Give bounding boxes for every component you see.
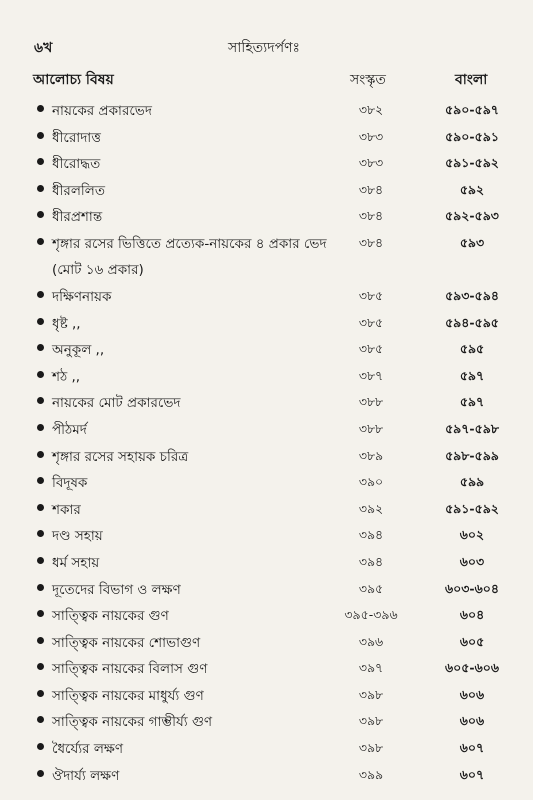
item-label: ঔদার্য্য লক্ষণ bbox=[52, 767, 120, 784]
list-item bbox=[0, 388, 533, 415]
item-label: সাত্ত্বিক নায়কের মাধুর্য্য গুণ bbox=[52, 687, 204, 704]
sanskrit-page-ref: ৩৯৮ bbox=[358, 713, 384, 729]
sanskrit-page-ref: ৩৮৪ bbox=[358, 181, 384, 197]
item-label: ধৃষ্ট ,, bbox=[52, 315, 81, 332]
bangla-page-ref: ৫৯১-৫৯২ bbox=[445, 155, 499, 171]
bullet-icon bbox=[37, 238, 44, 245]
bullet-icon bbox=[37, 211, 44, 218]
column-header-subject: আলোচ্য বিষয় bbox=[33, 72, 114, 88]
bangla-page-ref: ৬০৩-৬০৪ bbox=[445, 580, 499, 596]
list-item bbox=[0, 575, 533, 602]
bangla-page-ref: ৫৯০-৫৯১ bbox=[445, 128, 499, 144]
item-label: ধীরললিত bbox=[52, 182, 105, 199]
sanskrit-page-ref: ৩৮৪ bbox=[358, 234, 384, 250]
item-label: বিদূষক bbox=[52, 475, 88, 492]
bullet-icon bbox=[37, 637, 44, 644]
sanskrit-page-ref: ৩৮৫ bbox=[358, 314, 384, 330]
list-item bbox=[0, 548, 533, 575]
bullet-icon bbox=[37, 530, 44, 537]
list-item bbox=[0, 282, 533, 309]
bangla-page-ref: ৬০৭ bbox=[459, 740, 485, 756]
item-label: দূতেদের বিভাগ ও লক্ষণ bbox=[52, 581, 181, 598]
bullet-icon bbox=[37, 663, 44, 670]
bullet-icon bbox=[37, 185, 44, 192]
sanskrit-page-ref: ৩৮৯ bbox=[358, 447, 384, 463]
bangla-page-ref: ৫৯১-৫৯২ bbox=[445, 500, 499, 516]
bangla-page-ref: ৬০৬ bbox=[459, 713, 485, 729]
running-title: সাহিত্যদর্পণঃ bbox=[228, 40, 301, 56]
item-label: ধীরোদাত্ত bbox=[52, 129, 101, 146]
list-item bbox=[0, 202, 533, 229]
item-label: ধর্ম সহায় bbox=[52, 554, 100, 571]
item-label: দক্ষিণনায়ক bbox=[52, 288, 112, 305]
column-header-sanskrit: সংস্কৃত bbox=[350, 72, 386, 88]
item-label: দণ্ড সহায় bbox=[52, 528, 103, 545]
item-label: নায়কের প্রকারভেদ bbox=[52, 103, 152, 119]
bullet-icon bbox=[37, 610, 44, 617]
bangla-page-ref: ৬০৭ bbox=[459, 766, 485, 782]
sanskrit-page-ref: ৩৮২ bbox=[358, 102, 384, 117]
list-item bbox=[0, 176, 533, 203]
list-item bbox=[0, 123, 533, 150]
bullet-icon bbox=[37, 344, 44, 351]
item-label: শৃঙ্গার রসের ভিত্তিতে প্রত্যেক-নায়কের ৪ প্রকার ভেদ bbox=[52, 235, 327, 252]
sanskrit-page-ref: ৩৮৩ bbox=[358, 155, 384, 171]
bullet-icon bbox=[37, 424, 44, 431]
sanskrit-page-ref: ৩৯৫ bbox=[358, 580, 384, 596]
sanskrit-page-ref: ৩৯২ bbox=[358, 500, 384, 516]
bangla-page-ref: ৬০৫-৬০৬ bbox=[445, 660, 499, 676]
sanskrit-page-ref: ৩৮৫ bbox=[358, 341, 384, 357]
contents-list bbox=[0, 96, 533, 787]
bangla-page-ref: ৬০২ bbox=[459, 527, 485, 543]
bangla-page-ref: ৫৯৩ bbox=[459, 234, 485, 250]
list-item bbox=[0, 734, 533, 761]
bangla-page-ref: ৫৯০-৫৯৭ bbox=[445, 102, 499, 117]
sanskrit-page-ref: ৩৮৮ bbox=[358, 394, 384, 410]
bullet-icon bbox=[37, 318, 44, 325]
sanskrit-page-ref: ৩৯৮ bbox=[358, 686, 384, 702]
list-item bbox=[0, 468, 533, 495]
list-item bbox=[0, 761, 533, 788]
bangla-page-ref: ৬০৫ bbox=[459, 633, 485, 649]
list-item bbox=[0, 654, 533, 681]
sanskrit-page-ref: ৩৮৪ bbox=[358, 208, 384, 224]
bangla-page-ref: ৫৯৩-৫৯৪ bbox=[445, 287, 499, 303]
bullet-icon bbox=[37, 743, 44, 750]
item-label: সাত্ত্বিক নায়কের বিলাস গুণ bbox=[52, 661, 208, 678]
list-item bbox=[0, 362, 533, 389]
sanskrit-page-ref: ৩৯৪ bbox=[358, 553, 384, 569]
sanskrit-page-ref: ৩৮৩ bbox=[358, 128, 384, 144]
item-label: সাত্ত্বিক নায়কের শোভাগুণ bbox=[52, 634, 201, 651]
bangla-page-ref: ৫৯৪-৫৯৫ bbox=[445, 314, 499, 330]
bangla-page-ref: ৫৯৭-৫৯৮ bbox=[445, 420, 499, 436]
bangla-page-ref: ৫৯৫ bbox=[459, 341, 485, 357]
item-label: ধীরোদ্ধত bbox=[52, 156, 101, 173]
list-item bbox=[0, 495, 533, 522]
sanskrit-page-ref: ৩৯৭ bbox=[358, 660, 384, 676]
list-item bbox=[0, 415, 533, 442]
bangla-page-ref: ৫৯৭ bbox=[459, 394, 485, 410]
bangla-page-ref: ৫৯৯ bbox=[459, 474, 485, 490]
item-label: নায়কের মোট প্রকারভেদ bbox=[52, 395, 181, 412]
bangla-page-ref: ৫৯৭ bbox=[459, 367, 485, 383]
bullet-icon bbox=[37, 291, 44, 298]
list-item bbox=[0, 229, 533, 282]
list-item bbox=[0, 681, 533, 708]
bullet-icon bbox=[37, 557, 44, 564]
item-label: অনুকূল ,, bbox=[52, 342, 105, 359]
item-label: শকার bbox=[52, 501, 81, 518]
item-label: ধৈর্য্যের লক্ষণ bbox=[52, 741, 124, 758]
bullet-icon bbox=[37, 504, 44, 511]
bullet-icon bbox=[37, 371, 44, 378]
bullet-icon bbox=[37, 584, 44, 591]
column-header-bangla: বাংলা bbox=[455, 72, 488, 88]
list-item bbox=[0, 96, 533, 123]
bullet-icon bbox=[37, 105, 44, 112]
list-item bbox=[0, 521, 533, 548]
item-label-continuation: (মোট ১৬ প্রকার) bbox=[52, 261, 144, 278]
sanskrit-page-ref: ৩৯০ bbox=[358, 474, 384, 490]
bangla-page-ref: ৬০৩ bbox=[459, 553, 485, 569]
bullet-icon bbox=[37, 397, 44, 404]
bangla-page-ref: ৫৯২ bbox=[459, 181, 485, 197]
list-item bbox=[0, 628, 533, 655]
sanskrit-page-ref: ৩৯৪ bbox=[358, 527, 384, 543]
item-label: শঠ ,, bbox=[52, 368, 81, 385]
item-label: সাত্ত্বিক নায়কের গুণ bbox=[52, 608, 169, 625]
sanskrit-page-ref: ৩৮৮ bbox=[358, 420, 384, 436]
bullet-icon bbox=[37, 770, 44, 777]
sanskrit-page-ref: ৩৯৮ bbox=[358, 740, 384, 756]
list-item bbox=[0, 309, 533, 336]
bullet-icon bbox=[37, 158, 44, 165]
item-label: পীঠমর্দ bbox=[52, 421, 87, 438]
bullet-icon bbox=[37, 690, 44, 697]
item-label: শৃঙ্গার রসের সহায়ক চরিত্র bbox=[52, 448, 189, 465]
sanskrit-page-ref: ৩৮৫ bbox=[358, 287, 384, 303]
sanskrit-page-ref: ৩৮৭ bbox=[358, 367, 384, 383]
item-label: ধীরপ্রশান্ত bbox=[52, 209, 103, 226]
bullet-icon bbox=[37, 477, 44, 484]
list-item bbox=[0, 601, 533, 628]
bangla-page-ref: ৫৯২-৫৯৩ bbox=[445, 208, 499, 224]
sanskrit-page-ref: ৩৯৬ bbox=[358, 633, 384, 649]
bangla-page-ref: ৬০৪ bbox=[459, 607, 485, 623]
page-number: ৬খ bbox=[34, 40, 53, 56]
bullet-icon bbox=[37, 132, 44, 139]
bangla-page-ref: ৫৯৮-৫৯৯ bbox=[445, 447, 499, 463]
bangla-page-ref: ৬০৬ bbox=[459, 686, 485, 702]
list-item bbox=[0, 707, 533, 734]
bullet-icon bbox=[37, 716, 44, 723]
list-item bbox=[0, 335, 533, 362]
list-item bbox=[0, 149, 533, 176]
item-label: সাত্ত্বিক নায়কের গাম্ভীর্য্য গুণ bbox=[52, 714, 213, 731]
sanskrit-page-ref: ৩৯৯ bbox=[358, 766, 384, 782]
sanskrit-page-ref: ৩৯৫-৩৯৬ bbox=[344, 607, 398, 623]
bullet-icon bbox=[37, 451, 44, 458]
list-item bbox=[0, 442, 533, 469]
